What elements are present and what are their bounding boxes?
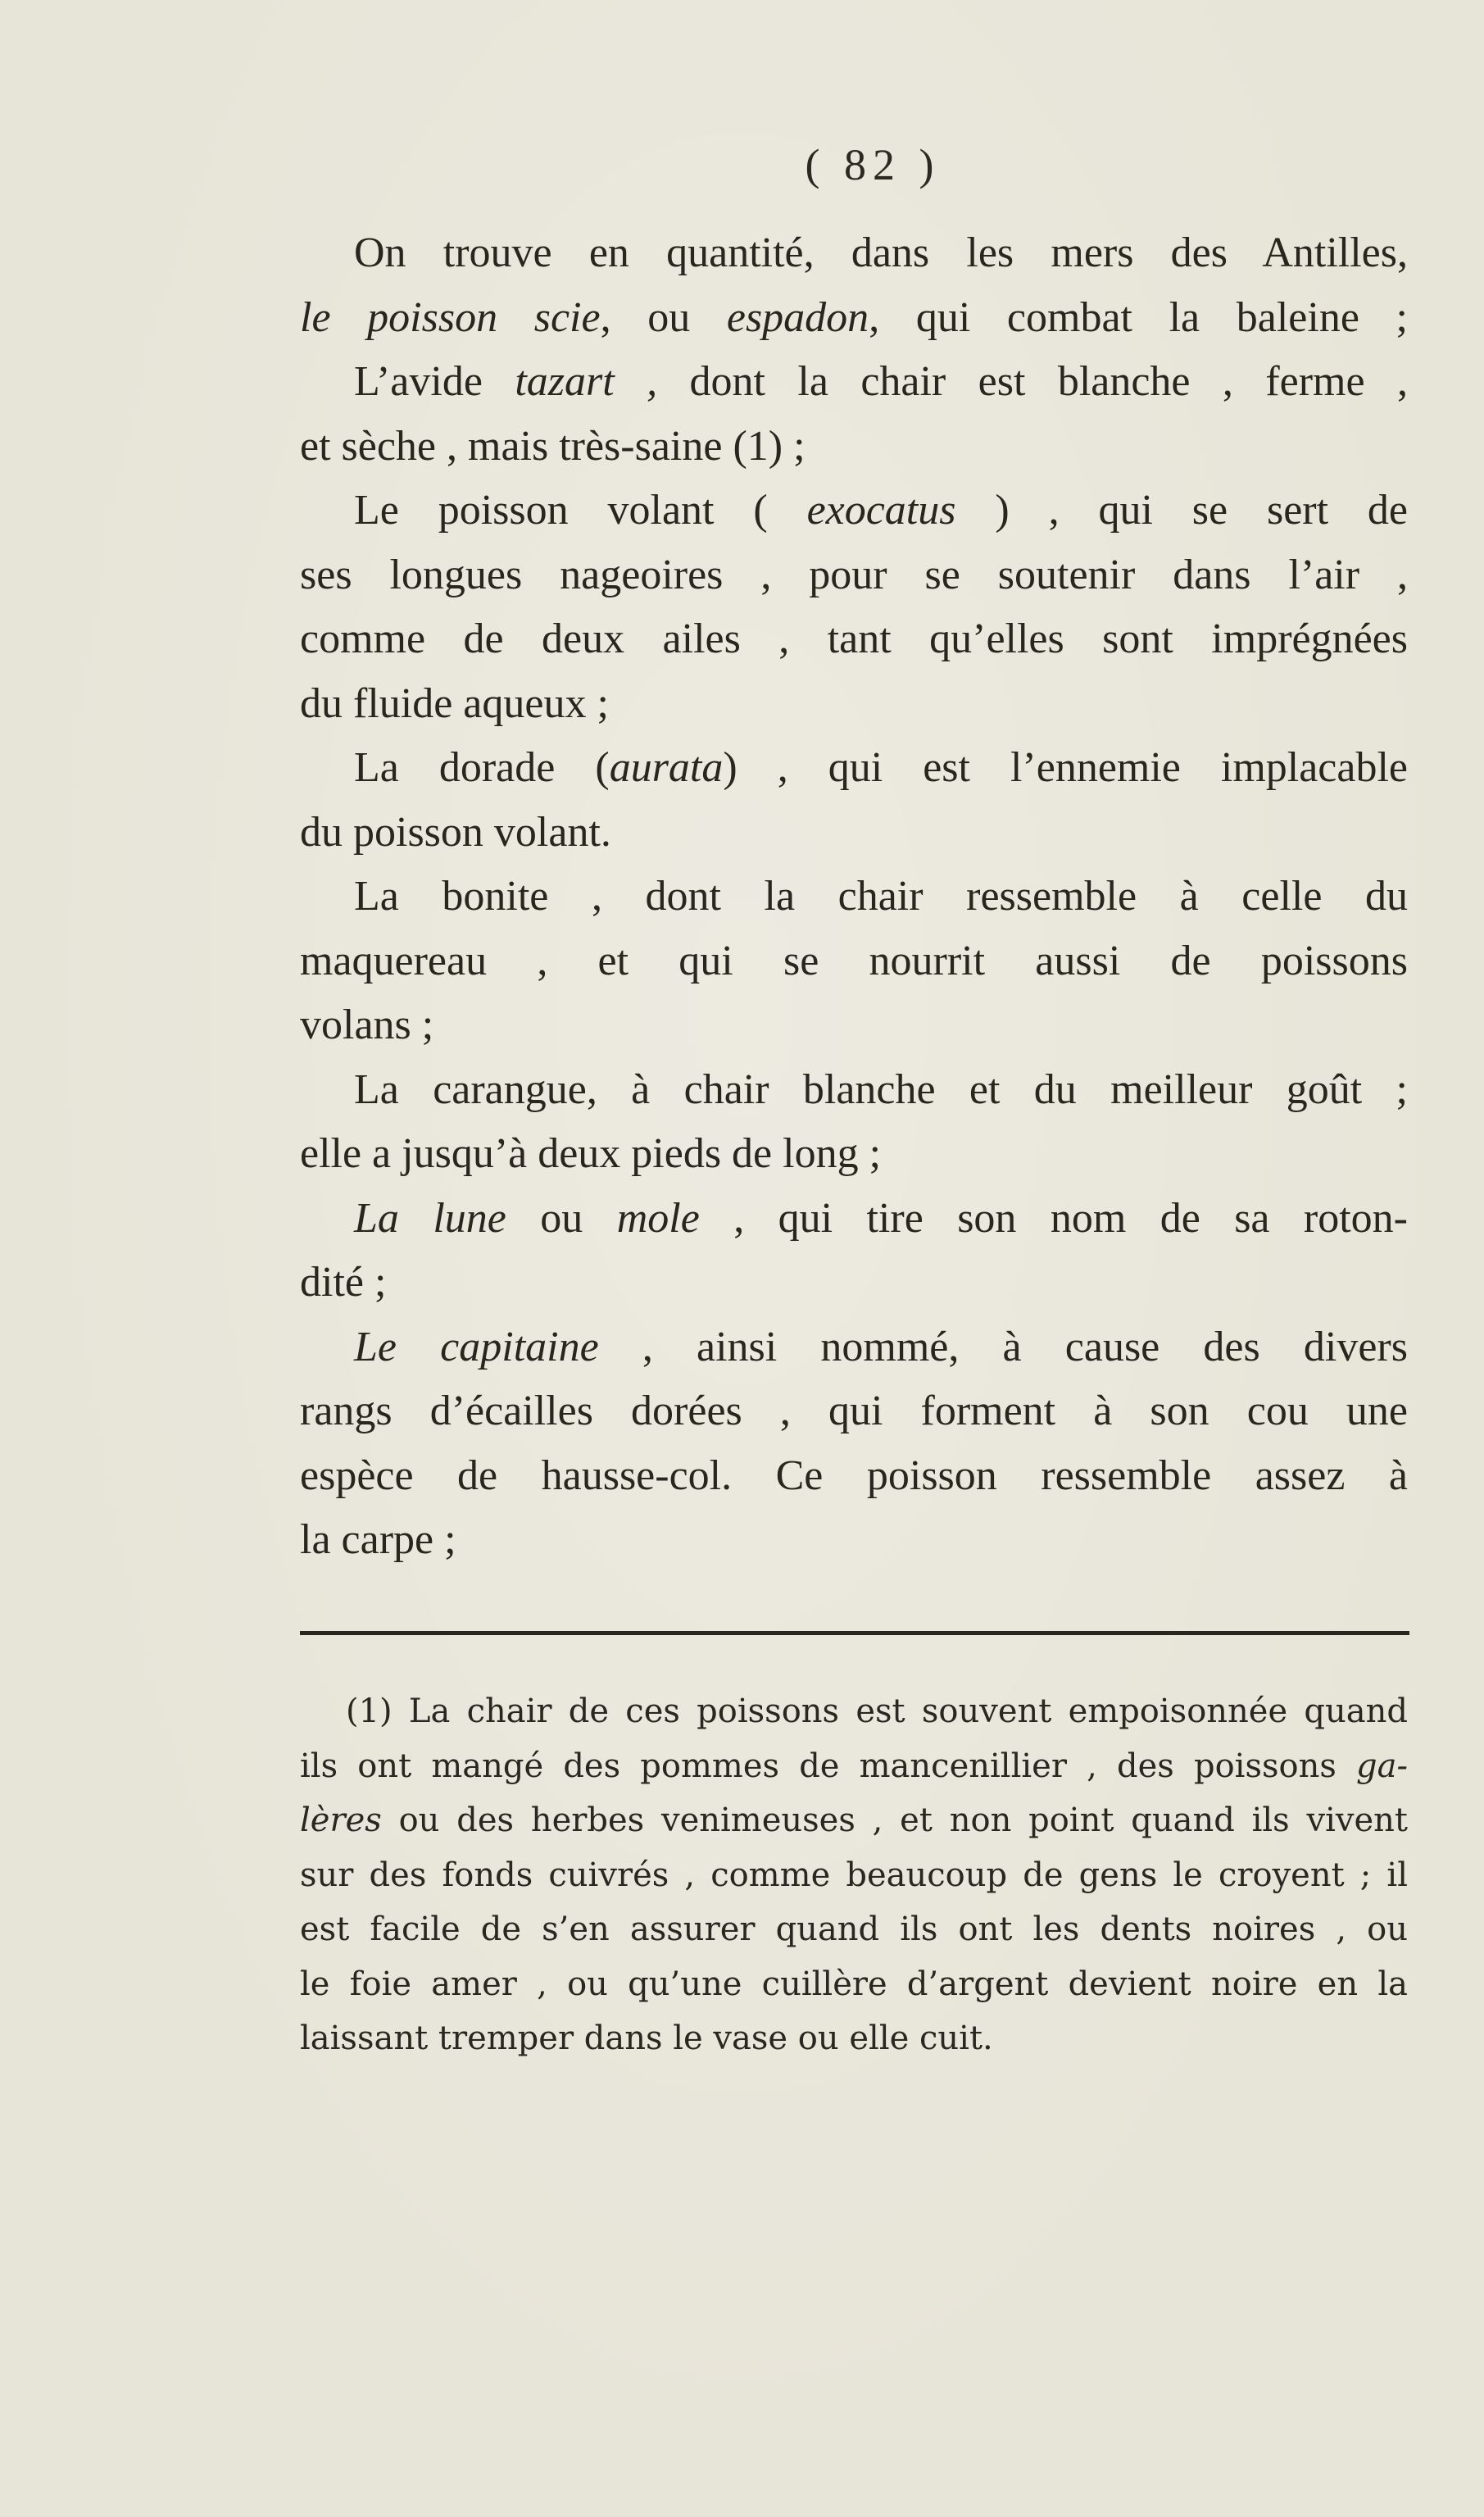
text-run: rangs d’écailles dorées , qui forment à son cou une <box>300 1388 1408 1434</box>
footnote-line <box>300 1848 1408 1903</box>
italic-run: lères <box>300 1801 382 1839</box>
text-line <box>300 1187 1408 1252</box>
italic-run: Le capitaine <box>354 1323 599 1370</box>
page-number: ( 82 ) <box>805 140 941 189</box>
text-run: elle a jusqu’à deux pieds de long ; <box>300 1130 882 1177</box>
italic-run: le poisson scie <box>300 293 601 341</box>
text-line <box>300 736 1408 801</box>
italic-run: mole <box>616 1194 700 1242</box>
text-run: le foie amer , ou qu’une cuillère d’argent devient noire en la <box>300 1965 1408 2003</box>
text-run: maquereau , et qui se nourrit aussi de poissons <box>300 937 1408 984</box>
text-run: On trouve en quantité, dans les mers des Antilles, <box>354 229 1408 276</box>
text-line <box>300 221 1408 286</box>
italic-run: aurata <box>609 744 724 791</box>
italic-run: tazart , <box>515 358 658 405</box>
footnote-rule <box>300 1631 1409 1635</box>
text-run: , ou <box>600 293 727 341</box>
text-run: et sèche , mais très-saine (1) ; <box>300 422 806 470</box>
text-run: ils ont mangé des pommes de mancenillier , des poissons <box>300 1747 1357 1785</box>
text-run: sur des fonds cuivrés , comme beaucoup de gens le croyent ; il <box>300 1856 1408 1894</box>
text-run: la carpe ; <box>300 1516 456 1563</box>
text-line <box>300 1508 1408 1573</box>
text-line <box>300 865 1408 929</box>
text-run: du poisson volant. <box>300 808 611 856</box>
text-line <box>300 1058 1408 1123</box>
text-line <box>300 801 1408 866</box>
text-run: , qui tire son nom de sa roton- <box>699 1194 1409 1242</box>
text-run: ou des herbes venimeuses , et non point quand ils vivent <box>381 1801 1408 1839</box>
text-line <box>300 1315 1408 1380</box>
text-line <box>300 1444 1408 1509</box>
text-line <box>300 350 1408 415</box>
text-run: comme de deux ailes , tant qu’elles sont imprégnées <box>300 616 1408 662</box>
footnote-line <box>300 1793 1408 1848</box>
text-run: laissant tremper dans le vase ou elle cuit. <box>300 2020 993 2057</box>
text-run: ) , qui est l’ennemie implacable <box>723 744 1408 791</box>
text-line <box>300 415 1408 479</box>
text-run: (1) La chair de ces poissons est souvent empoisonnée quand <box>346 1692 1408 1730</box>
text-run: du fluide aqueux ; <box>300 679 609 727</box>
footnote-line <box>300 2011 1408 2066</box>
text-run: , ainsi nommé, à cause des divers <box>598 1323 1408 1370</box>
footnote-line <box>300 1739 1408 1794</box>
text-line <box>300 993 1408 1058</box>
text-run: La bonite , dont la chair ressemble à celle du <box>354 873 1408 920</box>
text-run: L’avide <box>354 358 515 405</box>
text-line <box>300 543 1408 608</box>
footnote-line <box>300 1957 1408 2012</box>
text-line <box>300 929 1408 994</box>
footnote <box>300 1684 1408 2066</box>
main-text <box>300 221 1408 1573</box>
italic-run: La lune <box>354 1194 506 1242</box>
text-line <box>300 607 1408 672</box>
text-run: Le poisson volant ( <box>354 487 807 534</box>
text-line <box>300 1122 1408 1187</box>
text-line <box>300 1251 1408 1315</box>
text-run: est facile de s’en assurer quand ils ont les dents noires , ou <box>300 1910 1408 1948</box>
text-run: volans ; <box>300 1002 434 1048</box>
footnote-line <box>300 1684 1408 1739</box>
italic-run: exocatus <box>806 487 956 534</box>
text-run: ) , qui se sert de <box>955 487 1408 534</box>
footnote-line <box>300 1902 1408 1957</box>
text-line <box>300 1379 1408 1444</box>
text-run: ou <box>506 1194 617 1242</box>
text-line <box>300 286 1408 351</box>
text-run: ses longues nageoires , pour se soutenir dans l’air , <box>300 551 1408 598</box>
text-line <box>300 479 1408 543</box>
text-run: espèce de hausse-col. Ce poisson ressemble assez à <box>300 1452 1408 1499</box>
italic-run: espadon <box>726 293 869 341</box>
text-run: dont la chair est blanche , ferme , <box>657 358 1408 405</box>
text-line <box>300 672 1408 737</box>
text-run: , qui combat la baleine ; <box>869 293 1408 341</box>
text-run: La carangue, à chair blanche et du meilleur goût ; <box>354 1065 1408 1113</box>
italic-run: ga- <box>1356 1747 1408 1785</box>
text-run: dité ; <box>300 1259 387 1306</box>
text-run: La dorade ( <box>354 744 610 791</box>
